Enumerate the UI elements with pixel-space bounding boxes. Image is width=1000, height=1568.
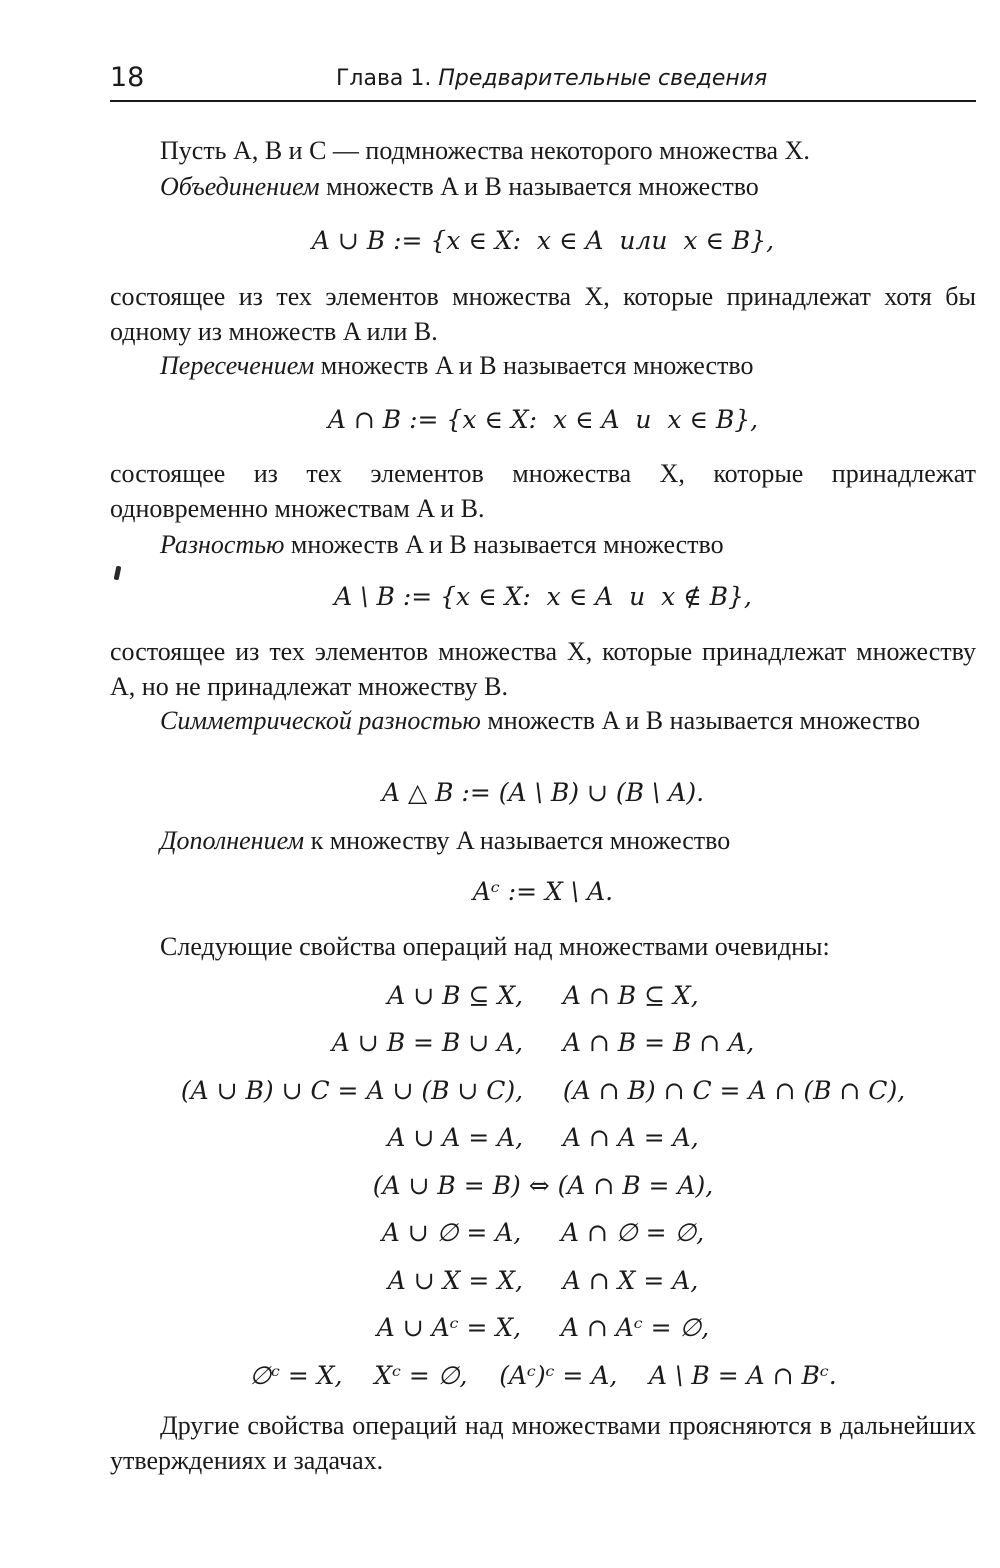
complement-formula: Aᶜ := X \ A. xyxy=(472,877,614,906)
chapter-title: Предварительные сведения xyxy=(438,66,768,91)
property-line: (A ∪ B) ∪ C = A ∪ (B ∪ C), (A ∩ B) ∩ C = A ∩ (B ∩ C), xyxy=(180,1076,906,1105)
union-formula: A ∪ B := {x ∈ X: x ∈ A или x ∈ B}, xyxy=(311,226,775,255)
complement-term: Дополнением xyxy=(160,826,305,855)
difference-definition-rest: множеств A и B называется множество xyxy=(284,530,724,559)
intersection-definition-rest: множеств A и B называется множество xyxy=(314,351,754,380)
property-line: (A ∪ B = B) ⇔ (A ∩ B = A), xyxy=(372,1171,714,1200)
closing-paragraph: Другие свойства операций над множествами проясняются в дальнейших утверждениях и задачах. xyxy=(110,1411,976,1475)
symmetric-difference-definition-rest: множеств A и B называется множество xyxy=(480,706,921,735)
property-line: A ∪ B = B ∪ A, A ∩ B = B ∩ A, xyxy=(331,1028,755,1057)
intersection-formula: A ∩ B := {x ∈ X: x ∈ A и x ∈ B}, xyxy=(327,405,759,434)
intro-paragraph: Пусть A, B и C — подмножества некоторого множества X. xyxy=(160,136,810,165)
property-line: A ∪ X = X, A ∩ X = A, xyxy=(387,1266,699,1295)
union-explanation: состоящее из тех элементов множества X, которые принадлежат хотя бы одному из множеств A или B. xyxy=(110,282,976,346)
complement-definition-rest: к множеству A называется множество xyxy=(304,826,731,855)
property-line: A ∪ ∅ = A, A ∩ ∅ = ∅, xyxy=(381,1218,705,1247)
property-line: A ∪ A = A, A ∩ A = A, xyxy=(387,1123,699,1152)
difference-term: Разностью xyxy=(160,530,285,559)
property-line: A ∪ Aᶜ = X, A ∩ Aᶜ = ∅, xyxy=(376,1313,710,1342)
difference-explanation: состоящее из тех элементов множества X, которые принадлежат множеству A, но не принадлежат множеству B. xyxy=(110,637,976,701)
union-definition xyxy=(110,169,976,204)
properties-intro: Следующие свойства операций над множествами очевидны: xyxy=(160,932,830,961)
symmetric-difference-formula: A △ B := (A \ B) ∪ (B \ A). xyxy=(381,778,705,807)
page-number: 18 xyxy=(110,62,145,93)
intersection-term: Пересечением xyxy=(160,351,315,380)
page-header xyxy=(110,62,978,102)
difference-definition xyxy=(110,527,976,562)
symmetric-difference-term: Симметрической разностью xyxy=(160,706,481,735)
property-line: ∅ᶜ = X, Xᶜ = ∅, (Aᶜ)ᶜ = A, A \ B = A ∩ Bᶜ. xyxy=(249,1361,837,1390)
print-speck xyxy=(114,566,122,581)
complement-definition xyxy=(110,823,976,858)
union-definition-rest: множеств A и B называется множество xyxy=(319,172,759,201)
difference-formula: A \ B := {x ∈ X: x ∈ A и x ∉ B}, xyxy=(334,582,752,611)
intersection-explanation: состоящее из тех элементов множества X, которые принадлежат одновременно множествам A и B. xyxy=(110,459,976,523)
symmetric-difference-definition xyxy=(110,703,976,738)
header-rule xyxy=(110,100,976,102)
union-term: Объединением xyxy=(160,172,320,201)
chapter-label: Глава 1. xyxy=(336,66,432,91)
running-head xyxy=(336,66,767,91)
intersection-definition xyxy=(110,348,976,383)
property-line: A ∪ B ⊆ X, A ∩ B ⊆ X, xyxy=(387,981,699,1010)
